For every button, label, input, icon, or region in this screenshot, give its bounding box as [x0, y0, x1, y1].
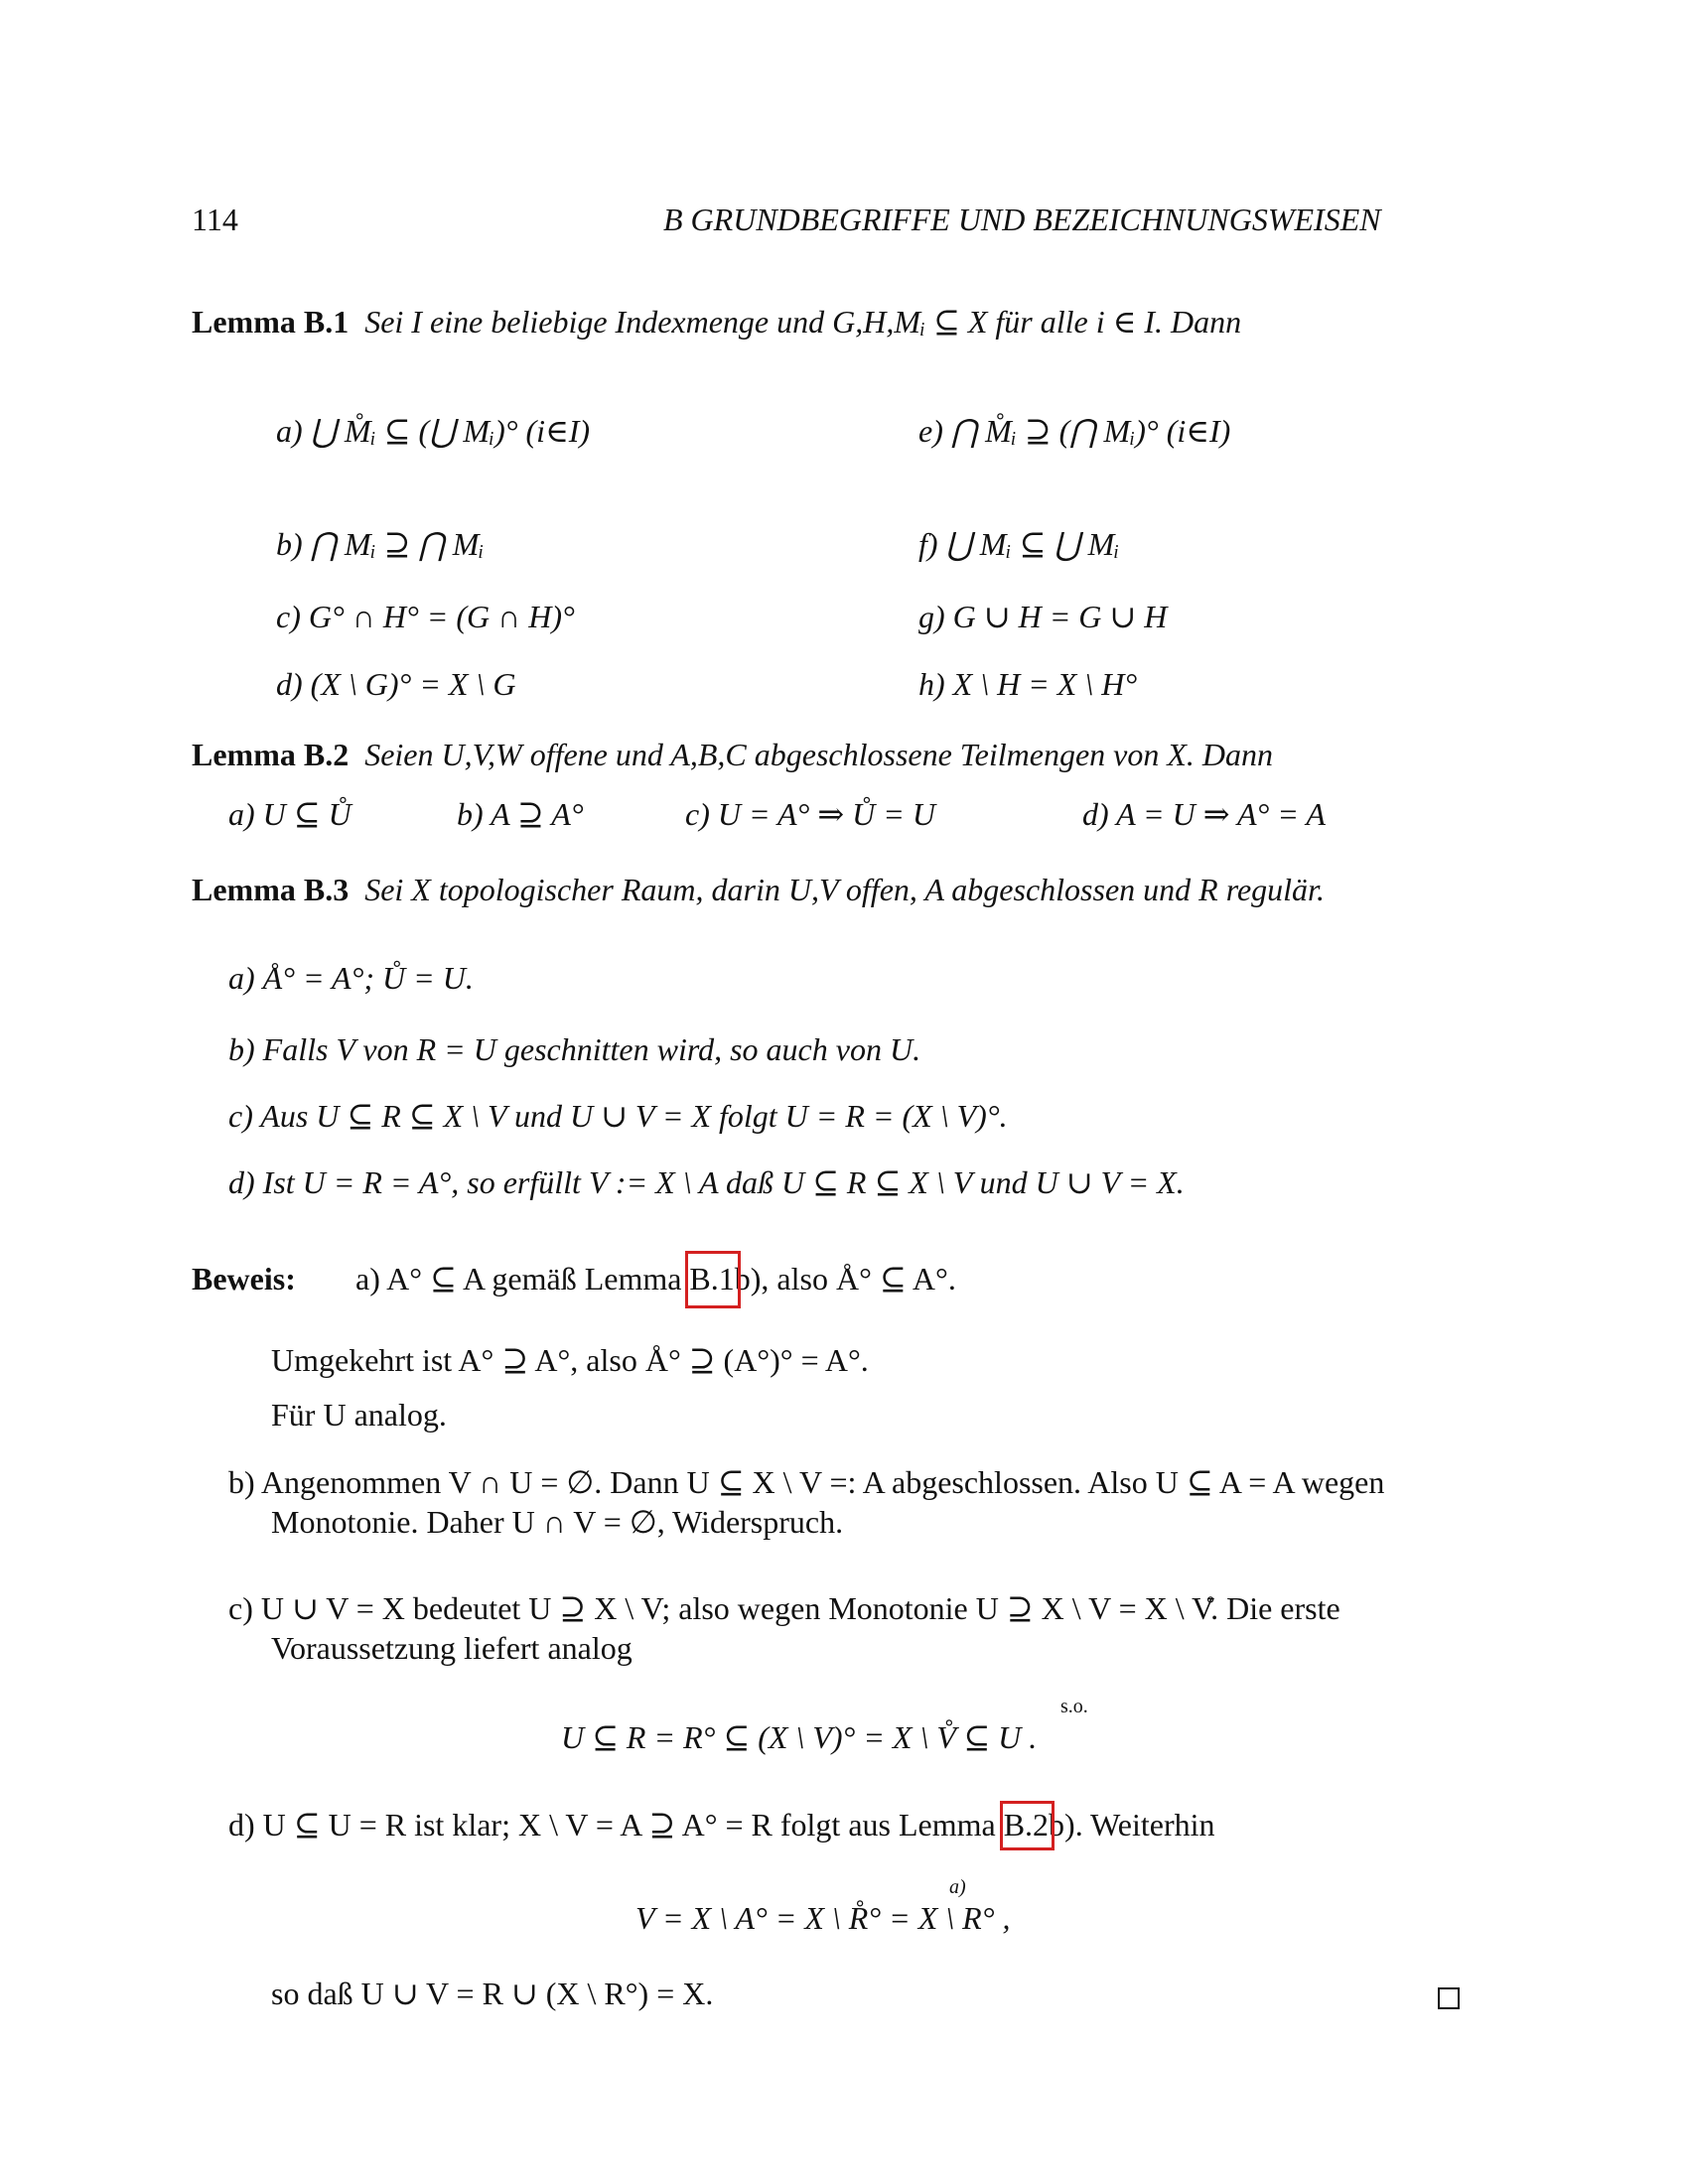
lemma-label: Lemma B.2: [192, 737, 350, 772]
proof-c-display: U ⊆ R = R° ⊆ (X \ V)° = X \ V̊ ⊆ U .: [561, 1719, 1038, 1755]
lemma-b3: [192, 870, 1325, 909]
proof-text: d) U ⊆ U = R ist klar; X \ V = A ⊇ A° = R folgt aus Lemma: [228, 1807, 1004, 1843]
lemma-b2-item-a: a) U ⊆ Ů: [228, 796, 352, 832]
lemma-b2: [192, 735, 1273, 774]
proof-a-line2: Umgekehrt ist A° ⊇ A°, also Å° ⊇ (A°)° = A°.: [271, 1342, 869, 1378]
proof-d-display-note: a): [949, 1876, 966, 1898]
running-title: B GRUNDBEGRIFFE UND BEZEICHNUNGSWEISEN: [663, 202, 1381, 237]
lemma-b1-item-h: h) X \ H = X \ H°: [918, 666, 1138, 702]
proof-d-line2: so daß U ∪ V = R ∪ (X \ R°) = X.: [271, 1976, 714, 2011]
lemma-b1-item-e: e) ⋂ M̊ᵢ ⊇ (⋂ Mᵢ)° (i∈I): [918, 413, 1231, 449]
lemma-b2-item-c: c) U = A° ⇒ Ů = U: [685, 796, 935, 832]
lemma-b3-item-a: a) Å° = A°; Ů = U.: [228, 960, 474, 996]
proof-c-line2: Voraussetzung liefert analog: [271, 1630, 633, 1666]
proof-text: b). Weiterhin: [1049, 1807, 1215, 1843]
proof-text: a) A° ⊆ A gemäß Lemma: [355, 1261, 690, 1297]
proof-c-display-note: s.o.: [1060, 1696, 1088, 1717]
lemma-b1-item-g: g) G ∪ H = G ∪ H: [918, 599, 1168, 634]
lemma-b2-item-b: b) A ⊇ A°: [457, 796, 584, 832]
lemma-b1-item-a: a) ⋃ M̊ᵢ ⊆ (⋃ Mᵢ)° (i∈I): [276, 413, 591, 449]
lemma-statement: Sei I eine beliebige Indexmenge und G,H,Mᵢ ⊆ X für alle i ∈ I. Dann: [364, 304, 1242, 340]
qed-square-icon: [1438, 1987, 1460, 2009]
lemma-statement: Seien U,V,W offene und A,B,C abgeschlossene Teilmengen von X. Dann: [364, 737, 1274, 772]
ref-highlight-box: [685, 1251, 740, 1308]
lemma-b1-item-f: f) ⋃ Mᵢ ⊆ ⋃ Mᵢ: [918, 526, 1120, 562]
proof-a-line3: Für U analog.: [271, 1397, 447, 1433]
lemma-b2-item-d: d) A = U ⇒ A° = A: [1082, 796, 1326, 832]
lemma-b3-item-d: d) Ist U = R = A°, so erfüllt V := X \ A daß U ⊆ R ⊆ X \ V und U ∪ V = X.: [228, 1164, 1185, 1200]
proof-a-line1: [355, 1259, 956, 1298]
lemma-b1-item-d: d) (X \ G)° = X \ G: [276, 666, 516, 702]
proof-d-line1: [228, 1805, 1215, 1844]
lemma-ref-text: B.1: [689, 1261, 735, 1297]
lemma-ref-text: B.2: [1003, 1807, 1050, 1843]
lemma-label: Lemma B.3: [192, 872, 350, 907]
lemma-ref-link[interactable]: [689, 1259, 734, 1298]
lemma-b3-item-b: b) Falls V von R = U geschnitten wird, so auch von U.: [228, 1031, 921, 1067]
proof-text: b), also Å° ⊆ A°.: [734, 1261, 956, 1297]
proof-label: Beweis:: [192, 1261, 296, 1297]
proof-d-display: V = X \ A° = X \ R̊° = X \ R° ,: [635, 1900, 1011, 1936]
ref-highlight-box: [1000, 1801, 1055, 1850]
proof-b-line2: Monotonie. Daher U ∩ V = ∅, Widerspruch.: [271, 1504, 844, 1540]
lemma-ref-link[interactable]: [1004, 1805, 1049, 1844]
proof-c-line1: c) U ∪ V = X bedeutet U ⊇ X \ V; also wegen Monotonie U ⊇ X \ V = X \ V̊. Die erste: [228, 1590, 1340, 1626]
lemma-b3-item-c: c) Aus U ⊆ R ⊆ X \ V und U ∪ V = X folgt U = R = (X \ V)°.: [228, 1098, 1008, 1134]
lemma-b1-item-b: b) ⋂ Mᵢ ⊇ ⋂ Mᵢ: [276, 526, 485, 562]
lemma-b1: [192, 302, 1241, 341]
lemma-label: Lemma B.1: [192, 304, 350, 340]
lemma-statement: Sei X topologischer Raum, darin U,V offen, A abgeschlossen und R regulär.: [364, 872, 1325, 907]
page-number: 114: [192, 202, 238, 237]
proof-b-line1: b) Angenommen V ∩ U = ∅. Dann U ⊆ X \ V =: A abgeschlossen. Also U ⊆ A = A wegen: [228, 1464, 1385, 1500]
lemma-b1-item-c: c) G° ∩ H° = (G ∩ H)°: [276, 599, 575, 634]
